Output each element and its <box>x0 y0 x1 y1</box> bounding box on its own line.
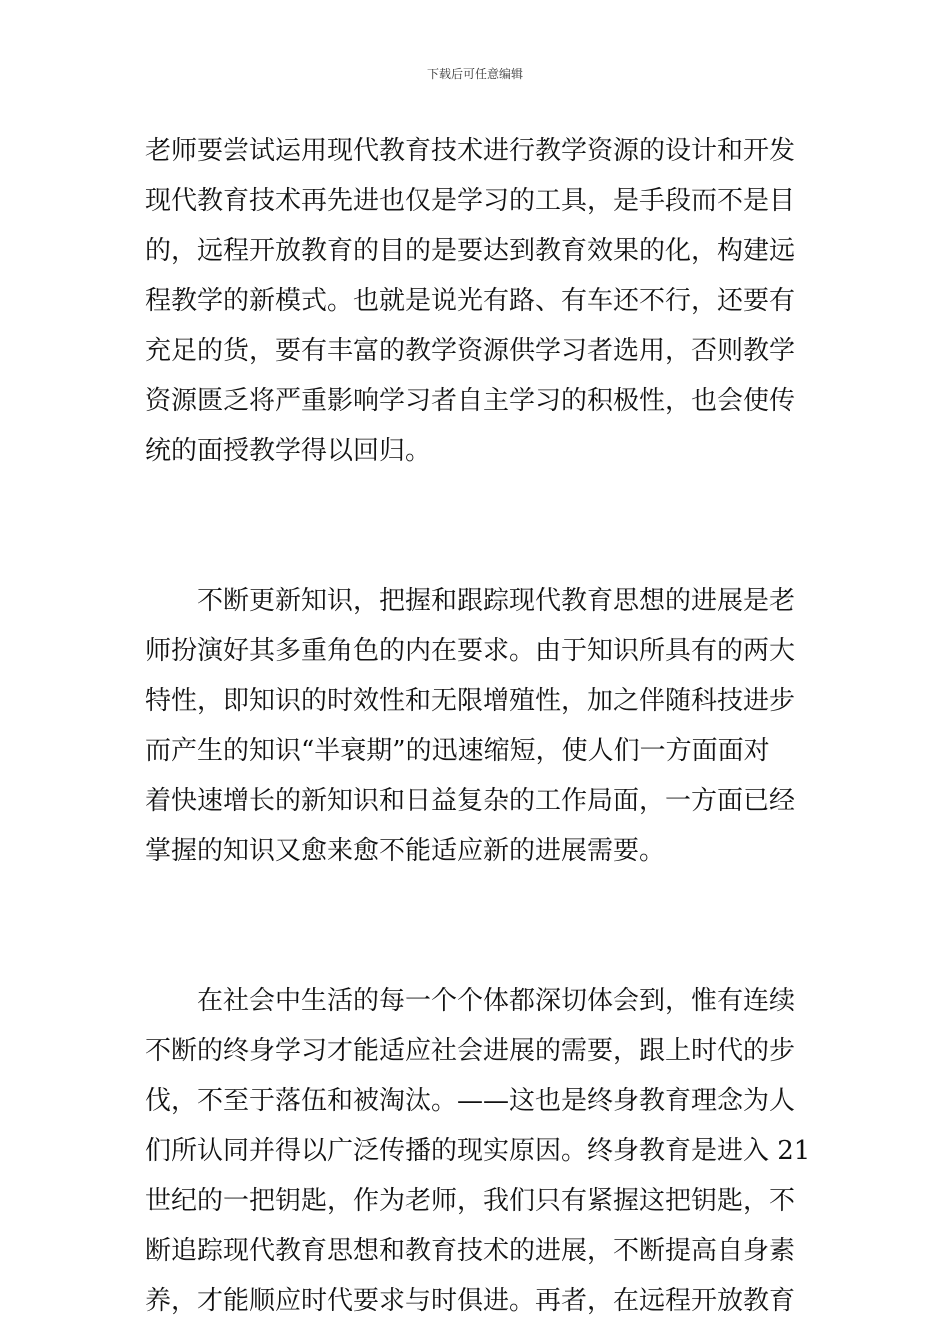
paragraph-3 <box>145 976 811 1326</box>
paragraph-line: 程教学的新模式。也就是说光有路、有车还不行，还要有 <box>145 286 796 316</box>
paragraph-line: 特性，即知识的时效性和无限增殖性，加之伴随科技进步 <box>145 686 796 716</box>
paragraph-line: 充足的货，要有丰富的教学资源供学习者选用，否则教学 <box>145 336 796 366</box>
paragraph-line: 的，远程开放教育的目的是要达到教育效果的化，构建远 <box>145 236 796 266</box>
paragraph-line: 不断更新知识，把握和跟踪现代教育思想的进展是老 <box>145 586 796 616</box>
paragraph-line: 伐，不至于落伍和被淘汰。——这也是终身教育理念为人 <box>145 1086 796 1116</box>
paragraph-line: 不断的终身学习才能适应社会进展的需要，跟上时代的步 <box>145 1036 796 1066</box>
document-body <box>145 126 811 1326</box>
paragraph-line: 老师要尝试运用现代教育技术进行教学资源的设计和开发 <box>145 136 796 166</box>
paragraph-line: 统的面授教学得以回归。 <box>145 436 432 466</box>
paragraph-line: 世纪的一把钥匙，作为老师，我们只有紧握这把钥匙，不 <box>145 1186 796 1216</box>
page-header: 下载后可任意编辑 <box>426 67 523 81</box>
paragraph-line: 现代教育技术再先进也仅是学习的工具，是手段而不是目 <box>145 186 796 216</box>
paragraph-line: 养，才能顺应时代要求与时俱进。再者，在远程开放教育 <box>145 1286 796 1316</box>
paragraph-line: 而产生的知识“半衰期”的迅速缩短，使人们一方面面对 <box>145 736 770 766</box>
paragraph-spacer <box>145 876 811 976</box>
paragraph-line: 在社会中生活的每一个个体都深切体会到，惟有连续 <box>145 986 796 1016</box>
paragraph-spacer <box>145 476 811 576</box>
paragraph-line: 断追踪现代教育思想和教育技术的进展，不断提高自身素 <box>145 1236 796 1266</box>
paragraph-line: 着快速增长的新知识和日益复杂的工作局面，一方面已经 <box>145 786 796 816</box>
paragraph-1 <box>145 126 811 476</box>
paragraph-line: 们所认同并得以广泛传播的现实原因。终身教育是进入 21 <box>145 1136 811 1166</box>
paragraph-line: 师扮演好其多重角色的内在要求。由于知识所具有的两大 <box>145 636 796 666</box>
paragraph-line: 掌握的知识又愈来愈不能适应新的进展需要。 <box>145 836 666 866</box>
paragraph-line: 资源匮乏将严重影响学习者自主学习的积极性，也会使传 <box>145 386 796 416</box>
paragraph-2 <box>145 576 811 876</box>
